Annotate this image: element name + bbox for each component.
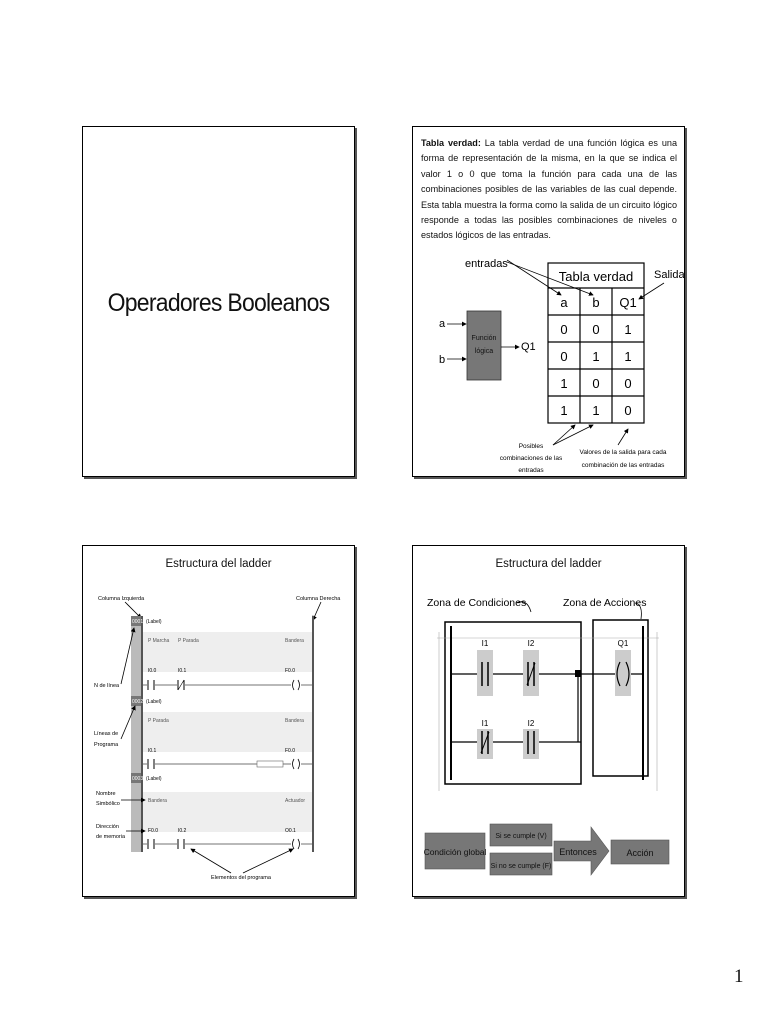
slide-estructura-ladder-2 — [412, 545, 685, 897]
label-entradas: entradas — [465, 258, 508, 270]
label-nombre-simbolico: Nombre — [96, 791, 116, 797]
table-cell: 0 — [624, 403, 632, 418]
box-line1: Función — [471, 335, 497, 342]
table-cell: 0 — [624, 376, 632, 391]
table-cell: 1 — [592, 403, 600, 418]
table-cell: 1 — [592, 349, 600, 364]
symbolic-name: P Marcha — [148, 638, 170, 644]
right-power-rail — [312, 616, 314, 852]
table-cell: 1 — [560, 376, 568, 391]
memory-address: I0.0 — [148, 668, 157, 674]
table-cell: 1 — [624, 322, 632, 337]
label-direccion-memoria: de memoria — [96, 834, 126, 840]
truth-table — [548, 263, 644, 423]
zona-condiciones-box — [445, 622, 581, 784]
memory-address: I0.1 — [148, 748, 157, 754]
label-nombre-simbolico: Simbólico — [96, 801, 120, 807]
table-cell: 0 — [560, 322, 568, 337]
label-salida: Salida — [654, 269, 685, 281]
slide-title: Estructura del ladder — [495, 558, 602, 570]
input-a: a — [439, 318, 446, 330]
contact-label: I1 — [481, 639, 489, 648]
flow-diagram — [424, 824, 669, 875]
coil-label: Q1 — [617, 639, 629, 648]
rung-number: 0003 — [132, 776, 144, 782]
rung-label: (Label) — [146, 699, 162, 705]
left-power-rail — [141, 616, 143, 852]
memory-address: I0.1 — [178, 668, 187, 674]
slide-title: Estructura del ladder — [165, 558, 272, 570]
output-q1: Q1 — [521, 341, 536, 353]
paragraph-heading: Tabla verdad: — [421, 138, 481, 148]
table-cell: 0 — [592, 322, 600, 337]
contact-label: I1 — [481, 719, 489, 728]
memory-address: O0.1 — [285, 828, 296, 834]
symbolic-name: Bandera — [148, 798, 167, 804]
zona-acciones-label: Zona de Acciones — [563, 597, 647, 609]
memory-address: F0.0 — [285, 668, 296, 674]
symbolic-name: P Parada — [178, 638, 199, 644]
memory-address: I0.2 — [178, 828, 187, 834]
table-cell: 0 — [592, 376, 600, 391]
table-title: Tabla verdad — [558, 269, 634, 284]
symbolic-name: Bandera — [285, 638, 304, 644]
rung-number: 0001 — [132, 619, 144, 625]
rung-label: (Label) — [146, 619, 162, 625]
table-cell: 1 — [624, 349, 632, 364]
note-right: Valores de la salida para cada — [579, 449, 667, 456]
line-number-column — [131, 616, 144, 852]
contact-label: I2 — [527, 719, 535, 728]
table-header: b — [592, 295, 600, 310]
no-cumple-text: Si no se cumple (F) — [490, 863, 552, 870]
memory-address: F0.0 — [285, 748, 296, 754]
table-header: a — [560, 295, 568, 310]
note-left: combinaciones de las — [499, 455, 563, 462]
note-right: combinación de las entradas — [581, 462, 665, 469]
rung-3 — [131, 773, 312, 849]
funcion-logica-box — [467, 311, 501, 380]
rung-number: 0002 — [132, 699, 144, 705]
table-cell: 1 — [560, 403, 568, 418]
label-columna-izquierda: Columna Izquierda — [98, 596, 145, 602]
truth-table-diagram — [413, 127, 685, 477]
label-n-linea: N de línea — [94, 683, 120, 689]
ladder-structure-diagram — [83, 546, 355, 897]
slide-estructura-ladder-1 — [82, 545, 355, 897]
condicion-global-text: Condición global — [423, 847, 487, 857]
note-left: Posibles — [518, 443, 544, 450]
label-lineas-programa: Programa — [94, 742, 119, 748]
rung-2 — [131, 696, 312, 769]
slide-tabla-verdad — [412, 126, 685, 477]
label-columna-derecha: Columna Derecha — [296, 596, 341, 602]
memory-address: F0.0 — [148, 828, 159, 834]
label-elementos-programa: Elementos del programa — [211, 875, 271, 881]
rung-label: (Label) — [146, 776, 162, 782]
box-line2: lógica — [474, 348, 494, 355]
table-cell: 0 — [560, 349, 568, 364]
accion-text: Acción — [626, 848, 654, 858]
input-b: b — [439, 354, 446, 366]
entonces-text: Entonces — [559, 847, 597, 857]
symbolic-name: P Parada — [148, 718, 169, 724]
symbolic-name: Bandera — [285, 718, 304, 724]
label-lineas-programa: Líneas de — [94, 731, 119, 737]
contact-label: I2 — [527, 639, 535, 648]
arrow-salida — [639, 283, 664, 299]
zona-condiciones-label: Zona de Condiciones — [427, 597, 527, 609]
paragraph-body: La tabla verdad de una función lógica es una forma de representación de la misma, en la que se indica el valor 1 o 0 que toma la función para cada una de las combinaciones posibles de las variables de las cual depende. Esta tabla muestra la forma como la salida de un circuito lógico responde a todas las posibles combinaciones de niveles o estados lógicos de las entradas. — [421, 138, 677, 241]
rung-1 — [131, 616, 312, 690]
symbolic-name: Actuador — [285, 798, 306, 804]
table-header: Q1 — [619, 295, 637, 310]
slide-operadores-booleanos — [82, 126, 355, 477]
ladder-zones-diagram — [413, 546, 685, 897]
slide-title: Operadores Booleanos — [107, 289, 330, 317]
page-number: 1 — [734, 966, 744, 987]
si-cumple-text: Si se cumple (V) — [495, 833, 547, 840]
note-left: entradas — [518, 467, 544, 474]
label-direccion-memoria: Dirección — [96, 824, 119, 830]
